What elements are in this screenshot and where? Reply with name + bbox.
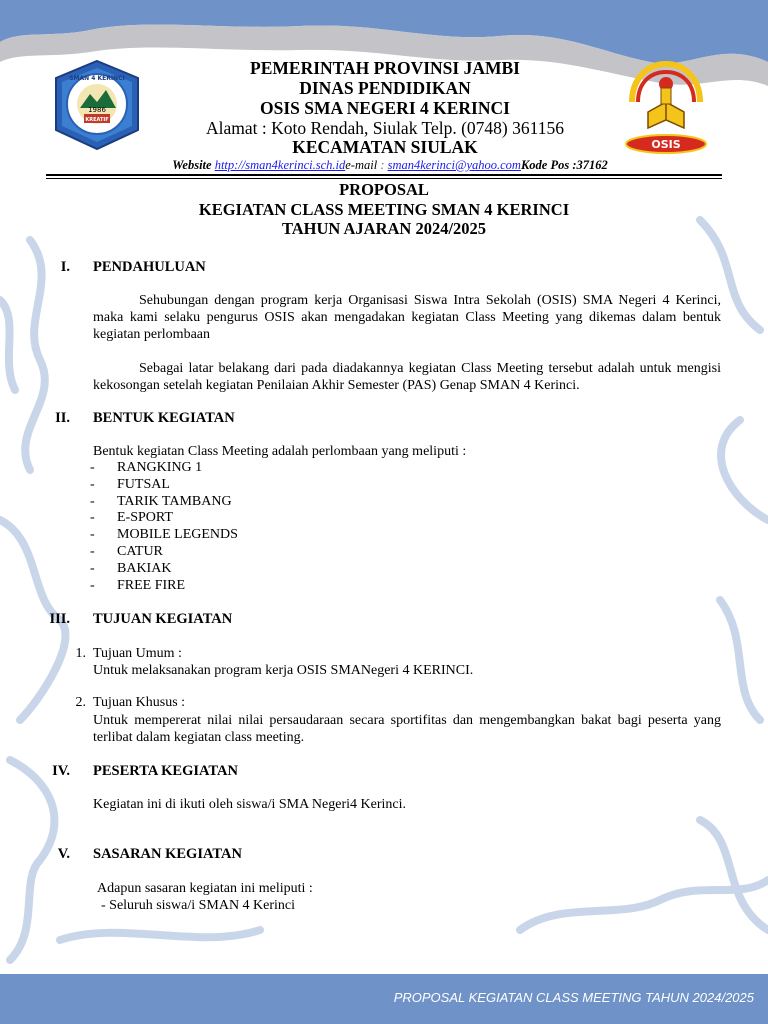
list-item: - RANGKING 1 [90, 460, 203, 475]
osis-logo-text: OSIS [651, 138, 681, 151]
school-logo-year: 1986 [88, 106, 106, 114]
list-item: - TARIK TAMBANG [90, 493, 232, 509]
goal-1-number: 1. [75, 646, 86, 661]
goal-2-label: Tujuan Khusus : [93, 695, 186, 710]
section-1-paragraph-1: Sehubungan dengan program kerja Organisasi Siswa Intra Sekolah (OSIS) SMA Negeri 4 Kerinci, maka kami selaku pengurus OSIS akan mengadakan kegiatan Class Meeting yang dikemas dalam bentuk kegiatan perlombaan [93, 293, 721, 342]
email-label: e-mail [345, 158, 378, 172]
section-1-paragraph-2: Sebagai latar belakang dari pada diadakannya kegiatan Class Meeting tersebut adalah untuk mengisi kekosongan setelah kegiatan Penilaian Akhir Semester (PAS) Genap SMAN 4 Kerinci. [93, 361, 721, 393]
list-item: - E-SPORT [90, 510, 173, 526]
osis-logo [620, 58, 712, 158]
section-1-number: I. [60, 259, 70, 275]
section-5-item: - Seluruh siswa/i SMAN 4 Kerinci [101, 898, 296, 913]
header-contact-line [60, 158, 720, 173]
list-item: - BAKIAK [90, 560, 172, 576]
postal-code: 37162 [576, 158, 608, 172]
section-2-intro: Bentuk kegiatan Class Meeting adalah perlombaan yang meliputi : [93, 444, 467, 459]
doc-title: PROPOSAL [339, 180, 429, 199]
header-line-dept: DINAS PENDIDIKAN [299, 78, 471, 98]
doc-subtitle: KEGIATAN CLASS MEETING SMAN 4 KERINCI [198, 200, 570, 219]
website-link[interactable]: http://sman4kerinci.sch.id [214, 158, 346, 172]
header-line-province: PEMERINTAH PROVINSI JAMBI [250, 58, 520, 78]
postal-label: Kode Pos : [520, 158, 577, 172]
section-5-title: SASARAN KEGIATAN [93, 846, 242, 862]
email-separator: : [377, 158, 388, 172]
header-line-address: Alamat : Koto Rendah, Siulak Telp. (0748) 361156 [206, 118, 564, 138]
footer-text: PROPOSAL KEGIATAN CLASS MEETING TAHUN 2024/2025 [393, 990, 754, 1005]
website-label: Website [172, 158, 212, 172]
list-item: - FUTSAL [90, 476, 170, 492]
doc-year: TAHUN AJARAN 2024/2025 [281, 219, 487, 238]
school-logo [50, 58, 144, 152]
list-item: - CATUR [90, 543, 163, 559]
header-line-district: KECAMATAN SIULAK [292, 137, 478, 157]
section-4-text: Kegiatan ini di ikuti oleh siswa/i SMA Negeri4 Kerinci. [93, 797, 407, 812]
goal-2-text: Untuk mempererat nilai nilai persaudaraan secara sportifitas dan mengembangkan bakat bagi peserta yang terlibat dalam kegiatan class meeting. [93, 713, 721, 745]
goal-1-text: Untuk melaksanakan program kerja OSIS SMANegeri 4 KERINCI. [93, 663, 474, 678]
section-3-title: TUJUAN KEGIATAN [93, 611, 233, 627]
section-3-number: III. [49, 611, 70, 627]
competition-list [90, 460, 238, 594]
goal-1-label: Tujuan Umum : [93, 646, 182, 661]
email-link[interactable]: sman4kerinci@yahoo.com [387, 158, 521, 172]
header-rule-thick [46, 174, 722, 176]
school-logo-ribbon: KREATIF [85, 117, 109, 123]
list-item: - FREE FIRE [90, 577, 186, 593]
section-1-title: PENDAHULUAN [93, 259, 206, 275]
section-2-title: BENTUK KEGIATAN [93, 410, 235, 426]
school-logo-ring-text: SMAN 4 KERINCI [69, 75, 125, 82]
section-4-title: PESERTA KEGIATAN [93, 763, 238, 779]
header-rule-thin [46, 178, 722, 179]
list-item: - MOBILE LEGENDS [90, 527, 238, 543]
header-line-org: OSIS SMA NEGERI 4 KERINCI [260, 98, 510, 118]
section-4-number: IV. [52, 763, 70, 779]
section-5-number: V. [57, 846, 70, 862]
section-5-intro: Adapun sasaran kegiatan ini meliputi : [97, 881, 313, 896]
section-2-number: II. [55, 410, 70, 426]
goal-2-number: 2. [75, 695, 86, 710]
